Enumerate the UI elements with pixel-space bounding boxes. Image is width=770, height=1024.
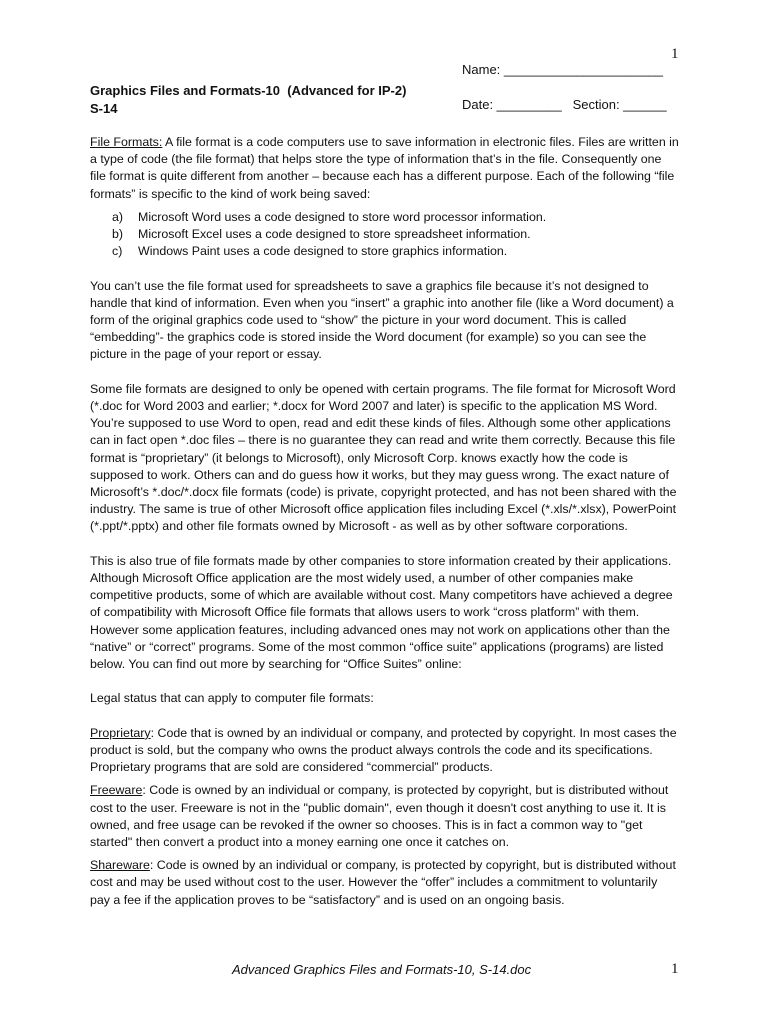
list-item-text: Microsoft Excel uses a code designed to store spreadsheet information. <box>138 227 531 242</box>
document-subtitle: S-14 <box>90 101 118 116</box>
file-format-examples-list <box>90 209 680 261</box>
name-field-label: Name: ______________________ <box>462 62 663 77</box>
shareware-definition <box>90 857 680 909</box>
file-formats-text: A file format is a code computers use to save information in electronic files. Files are written in a type of code (the file format) that helps store the type of information that’s in the file. Consequently one file format is quite different from another – because each has a different purpose. Each of the following “file formats” is specific to the kind of work being saved: <box>90 135 679 201</box>
freeware-text: : Code is owned by an individual or company, is protected by copyright, but is distributed without cost to the user. Freeware is not in the "public domain", even though it doesn't cost anything to use it. It is owned, and free usage can be revoked if the owner so chooses. This is in fact a common way to "get started" then convert a product into a money earning one once it catches on. <box>90 783 669 850</box>
list-item-text: Microsoft Word uses a code designed to store word processor information. <box>138 209 547 224</box>
footer-filename: Advanced Graphics Files and Formats-10, S-14.doc <box>232 962 532 977</box>
file-formats-paragraph <box>90 134 680 203</box>
proprietary-term: Proprietary <box>90 725 151 740</box>
proprietary-formats-paragraph: Some file formats are designed to only be opened with certain programs. The file format for Microsoft Word (*.doc for Word 2003 and earlier; *.docx for Word 2007 and later) is specific to the application MS Word. You’re supposed to use Word to open, read and edit these kinds of files. Although some other applications can in fact open *.doc files – there is no guarantee they can read and write them correctly. Because this file format is “proprietary” (it belongs to Microsoft), only Microsoft Corp. knows exactly how the code is supposed to work. Others can and do guess how it works, but they may guess wrong. The exact nature of Microsoft’s *.doc/*.docx file formats (code) is private, copyright protected, and has not been shared with the industry. The same is true of other Microsoft office application files including Excel (*.xls/*.xlsx), PowerPoint (*.ppt/*.pptx) and other file formats owned by Microsoft - as well as by other software corporations. <box>90 381 677 534</box>
proprietary-definition <box>90 725 680 777</box>
page-number-bottom: 1 <box>671 961 679 977</box>
list-item <box>112 226 680 243</box>
document-title: Graphics Files and Formats-10 (Advanced for IP-2) <box>90 83 407 98</box>
list-item-text: Windows Paint uses a code designed to store graphics information. <box>138 244 508 259</box>
list-item <box>112 243 680 260</box>
date-section-label: Date: _________ Section: ______ <box>462 97 667 112</box>
document-body <box>90 134 680 915</box>
freeware-term: Freeware <box>90 783 143 798</box>
list-marker: b) <box>112 227 124 242</box>
list-marker: a) <box>112 209 124 224</box>
list-marker: c) <box>112 244 123 259</box>
freeware-definition <box>90 782 680 851</box>
shareware-text: : Code is owned by an individual or company, is protected by copyright, but is distributed without cost and may be used without cost to the user. However the “offer” includes a commitment to voluntarily pay a fee if the application proves to be “satisfactory” and is used on an ongoing basis. <box>90 858 676 907</box>
list-item <box>112 209 680 226</box>
page-number-top: 1 <box>671 46 679 62</box>
office-suites-paragraph: This is also true of file formats made by other companies to store information created by their applications. Although Microsoft Office application are the most widely used, a number of other companies make competitive products, some of which are available without cost. Many competitors have achieved a degree of compatibility with Microsoft Office file formats that allows users to work “cross platform” with them. However some application features, including advanced ones may not work on applications other than the “native” or “correct” programs. Some of the most common “office suite” applications (programs) are listed below. You can find out more by searching for “Office Suites” online: <box>90 553 673 672</box>
shareware-term: Shareware <box>90 858 150 873</box>
embedding-paragraph: You can’t use the file format used for spreadsheets to save a graphics file because it’s not designed to handle that kind of information. Even when you “insert” a graphic into another file (like a Word document) a form of the original graphics code used to “show” the picture in your word document. This is called “embedding”- the graphics code is stored inside the Word document (for example) so you can see the picture in the page of your report or essay. <box>90 278 674 362</box>
file-formats-term: File Formats: <box>90 135 163 149</box>
legal-status-intro: Legal status that can apply to computer file formats: <box>90 691 374 706</box>
proprietary-text: : Code that is owned by an individual or company, and protected by copyright. In most cases the product is sold, but the company who owns the product always controls the code and its specifications. Proprietary programs that are sold are considered “commercial” products. <box>90 725 677 775</box>
